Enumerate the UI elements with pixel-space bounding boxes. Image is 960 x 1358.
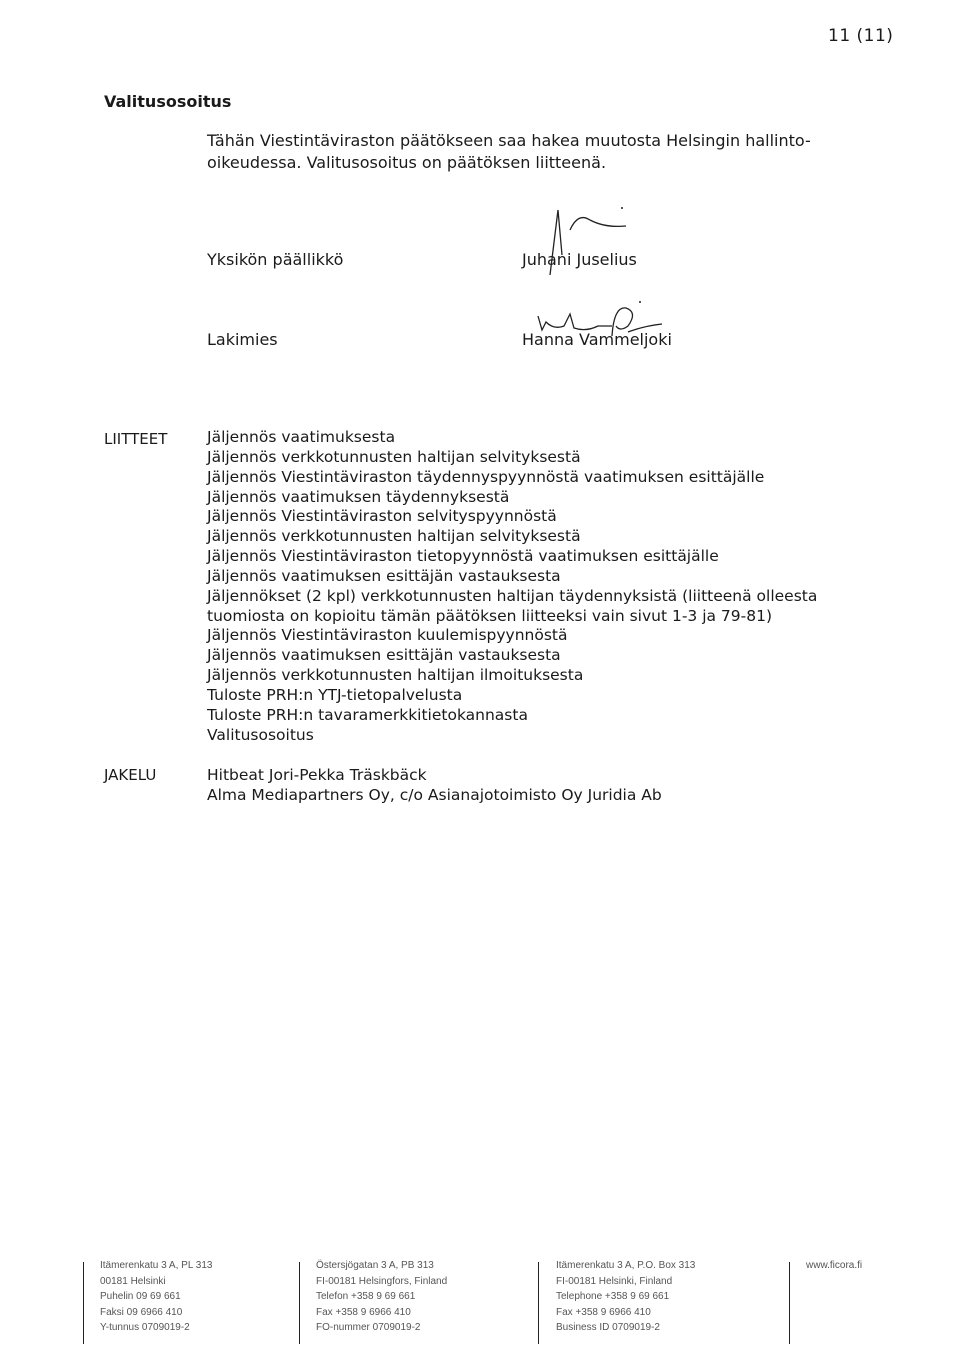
footer-column-sv	[316, 1258, 447, 1336]
distribution-label: JAKELU	[104, 766, 157, 784]
footer-line: FO-nummer 0709019-2	[316, 1322, 421, 1333]
attachment-item: Jäljennös verkkotunnusten haltijan selvityksestä	[207, 447, 581, 466]
footer-line: Itämerenkatu 3 A, PL 313	[100, 1260, 213, 1271]
footer-line: Puhelin 09 69 661	[100, 1291, 181, 1302]
attachment-item: Jäljennös Viestintäviraston selvityspyynnöstä	[207, 507, 557, 526]
footer-column-fi	[100, 1258, 212, 1336]
distribution-item: Alma Mediapartners Oy, c/o Asianajotoimisto Oy Juridia Ab	[207, 786, 662, 804]
distribution-item: Hitbeat Jori-Pekka Träskbäck	[207, 766, 427, 784]
footer-line: FI-00181 Helsinki, Finland	[556, 1275, 673, 1287]
footer-line: Business ID 0709019-2	[556, 1322, 660, 1333]
appeal-heading: Valitusosoitus	[104, 92, 232, 111]
attachment-item: Jäljennökset (2 kpl) verkkotunnusten haltijan täydennyksistä (liitteenä olleesta	[207, 586, 818, 605]
signature-name-1: Juhani Juselius	[522, 250, 637, 269]
attachment-item: Jäljennös Viestintäviraston tietopyynnöstä vaatimuksen esittäjälle	[207, 547, 719, 566]
footer	[0, 1258, 960, 1338]
footer-line: Telephone +358 9 69 661	[556, 1291, 670, 1302]
footer-line: Fax +358 9 6966 410	[316, 1306, 411, 1318]
footer-divider	[299, 1262, 300, 1344]
attachments-list	[207, 428, 867, 746]
signature-2-handwriting	[528, 296, 668, 346]
footer-line: Itämerenkatu 3 A, P.O. Box 313	[556, 1260, 696, 1271]
attachment-item: Jäljennös vaatimuksen esittäjän vastauksesta	[207, 646, 561, 665]
footer-divider	[789, 1262, 790, 1344]
attachment-item: Jäljennös Viestintäviraston täydennyspyynnöstä vaatimuksen esittäjälle	[207, 467, 765, 486]
attachment-item: Jäljennös Viestintäviraston kuulemispyynnöstä	[207, 626, 568, 645]
attachment-item: Valitusosoitus	[207, 725, 314, 744]
signature-title-1: Yksikön päällikkö	[207, 250, 344, 269]
signature-1-handwriting	[530, 200, 650, 280]
appeal-text: Tähän Viestintäviraston päätökseen saa hakea muutosta Helsingin hallinto-oikeudessa. Valitusosoitus on päätöksen liitteenä.	[207, 131, 811, 172]
distribution-list	[207, 765, 867, 805]
attachment-item: Jäljennös vaatimuksen täydennyksestä	[207, 487, 510, 506]
attachment-item: Jäljennös vaatimuksen esittäjän vastauksesta	[207, 566, 561, 585]
attachment-item: Jäljennös verkkotunnusten haltijan ilmoituksesta	[207, 666, 584, 685]
footer-column-en	[556, 1258, 695, 1336]
footer-line: Telefon +358 9 69 661	[316, 1291, 416, 1302]
attachment-item: tuomiosta on kopioitu tämän päätöksen liitteeksi vain sivut 1-3 ja 79-81)	[207, 606, 773, 625]
attachment-item: Tuloste PRH:n YTJ-tietopalvelusta	[207, 685, 463, 704]
footer-column-web	[806, 1258, 862, 1274]
attachment-item: Jäljennös verkkotunnusten haltijan selvityksestä	[207, 527, 581, 546]
footer-divider	[83, 1262, 84, 1344]
footer-line: Fax +358 9 6966 410	[556, 1306, 651, 1318]
footer-line: Y-tunnus 0709019-2	[100, 1322, 190, 1333]
attachments-label: LIITTEET	[104, 430, 168, 448]
footer-line: 00181 Helsinki	[100, 1275, 166, 1287]
website-link[interactable]: www.ficora.fi	[806, 1260, 863, 1271]
attachment-item: Jäljennös vaatimuksesta	[207, 428, 396, 446]
footer-line: Östersjögatan 3 A, PB 313	[316, 1260, 434, 1271]
footer-line: FI-00181 Helsingfors, Finland	[316, 1275, 448, 1287]
footer-divider	[538, 1262, 539, 1344]
attachment-item: Tuloste PRH:n tavaramerkkitietokannasta	[207, 705, 528, 724]
page-number: 11 (11)	[828, 26, 894, 46]
signature-name-2: Hanna Vammeljoki	[522, 330, 672, 349]
signature-title-2: Lakimies	[207, 330, 278, 349]
footer-line: Faksi 09 6966 410	[100, 1306, 183, 1318]
